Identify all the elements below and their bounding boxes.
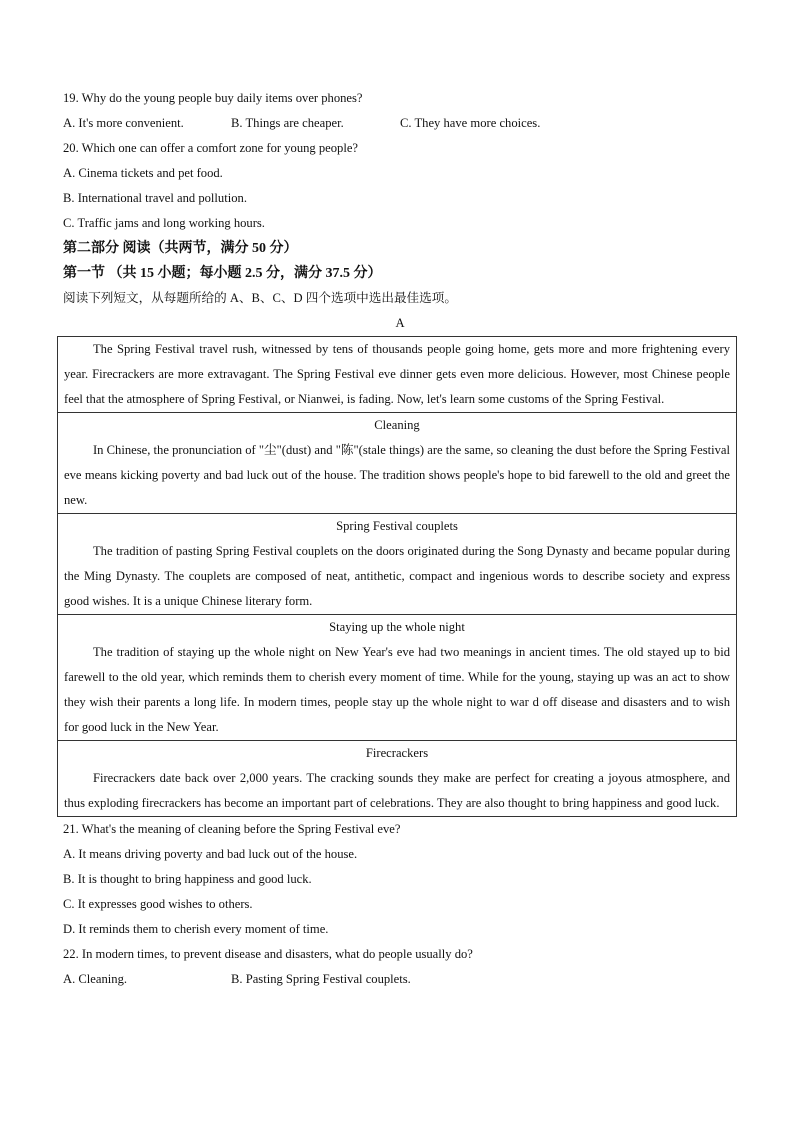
passage-section-row <box>58 413 737 514</box>
section-text-firecrackers: Firecrackers date back over 2,000 years. The cracking sounds they make are perfect for creating a joyous atmosphere, and thus exploding firecrackers has become an important part of celebrations. They are also thought to bring happiness and good luck. <box>64 771 730 810</box>
passage-table <box>57 336 737 817</box>
q19-option-c: C. They have more choices. <box>400 116 541 130</box>
passage-intro: The Spring Festival travel rush, witnessed by tens of thousands people going home, gets more and more frightening every year. Firecrackers are more extravagant. The Spring Festival eve dinner gets even more delicious. However, most Chinese people feel that the atmosphere of Spring Festival, or Nianwei, is fading. Now, let's learn some customs of the Spring Festival. <box>64 342 730 406</box>
passage-section-row <box>58 514 737 615</box>
q19-option-b: B. Things are cheaper. <box>231 116 344 130</box>
q22-options <box>63 967 737 992</box>
section-title-cleaning: Cleaning <box>374 418 420 432</box>
q19-option-a: A. It's more convenient. <box>63 116 184 130</box>
section-text-couplets: The tradition of pasting Spring Festival couplets on the doors originated during the Song Dynasty and became popular during the Ming Dynasty. The couplets are composed of neat, antithetic, compact and ingenious words to describe society and express good wishes. It is a unique Chinese literary form. <box>64 544 730 608</box>
q22-question: 22. In modern times, to prevent disease and disasters, what do people usually do? <box>63 947 473 961</box>
q21-option-c: C. It expresses good wishes to others. <box>63 897 253 911</box>
section-text-cleaning: In Chinese, the pronunciation of "尘"(dust) and "陈"(stale things) are the same, so cleaning the dust before the Spring Festival eve means kicking poverty and bad luck out of the house. The tradition shows people's hope to bid farewell to the old and greet the new. <box>64 443 730 507</box>
q21-option-b: B. It is thought to bring happiness and good luck. <box>63 872 312 886</box>
passage-section-row <box>58 615 737 741</box>
q19-options <box>63 111 737 136</box>
passage-label: A <box>395 316 405 330</box>
q20-question: 20. Which one can offer a comfort zone for young people? <box>63 141 359 155</box>
section-title-staying-up: Staying up the whole night <box>329 620 465 634</box>
part2-heading: 第二部分 阅读（共两节，满分 50 分） <box>63 241 298 256</box>
q21-option-a: A. It means driving poverty and bad luck out of the house. <box>63 847 358 861</box>
q20-option-a: A. Cinema tickets and pet food. <box>63 166 223 180</box>
q22-option-a: A. Cleaning. <box>63 972 128 986</box>
q20-option-c: C. Traffic jams and long working hours. <box>63 216 265 230</box>
q21-question: 21. What's the meaning of cleaning before the Spring Festival eve? <box>63 822 401 836</box>
section-title-firecrackers: Firecrackers <box>365 746 429 760</box>
passage-section-row <box>58 741 737 817</box>
section1-heading: 第一节 （共 15 小题；每小题 2.5 分，满分 37.5 分） <box>63 266 382 281</box>
q19-question: 19. Why do the young people buy daily items over phones? <box>63 91 363 105</box>
q20-option-b: B. International travel and pollution. <box>63 191 247 205</box>
q21-option-d: D. It reminds them to cherish every moment of time. <box>63 922 329 936</box>
section-text-staying-up: The tradition of staying up the whole night on New Year's eve had two meanings in ancient times. The old stayed up to bid farewell to the old year, which reminds them to cherish every moment of time. While for the young, staying up was an act to show they wish their parents a long life. In modern times, people stay up the whole night to war d off disease and disasters and to wish for good luck in the New Year. <box>64 645 730 734</box>
passage-intro-row <box>58 337 737 413</box>
document-page <box>63 86 737 992</box>
section-title-couplets: Spring Festival couplets <box>336 519 458 533</box>
reading-instructions: 阅读下列短文，从每题所给的 A、B、C、D 四个选项中选出最佳选项。 <box>63 291 457 305</box>
q22-option-b: B. Pasting Spring Festival couplets. <box>231 972 411 986</box>
